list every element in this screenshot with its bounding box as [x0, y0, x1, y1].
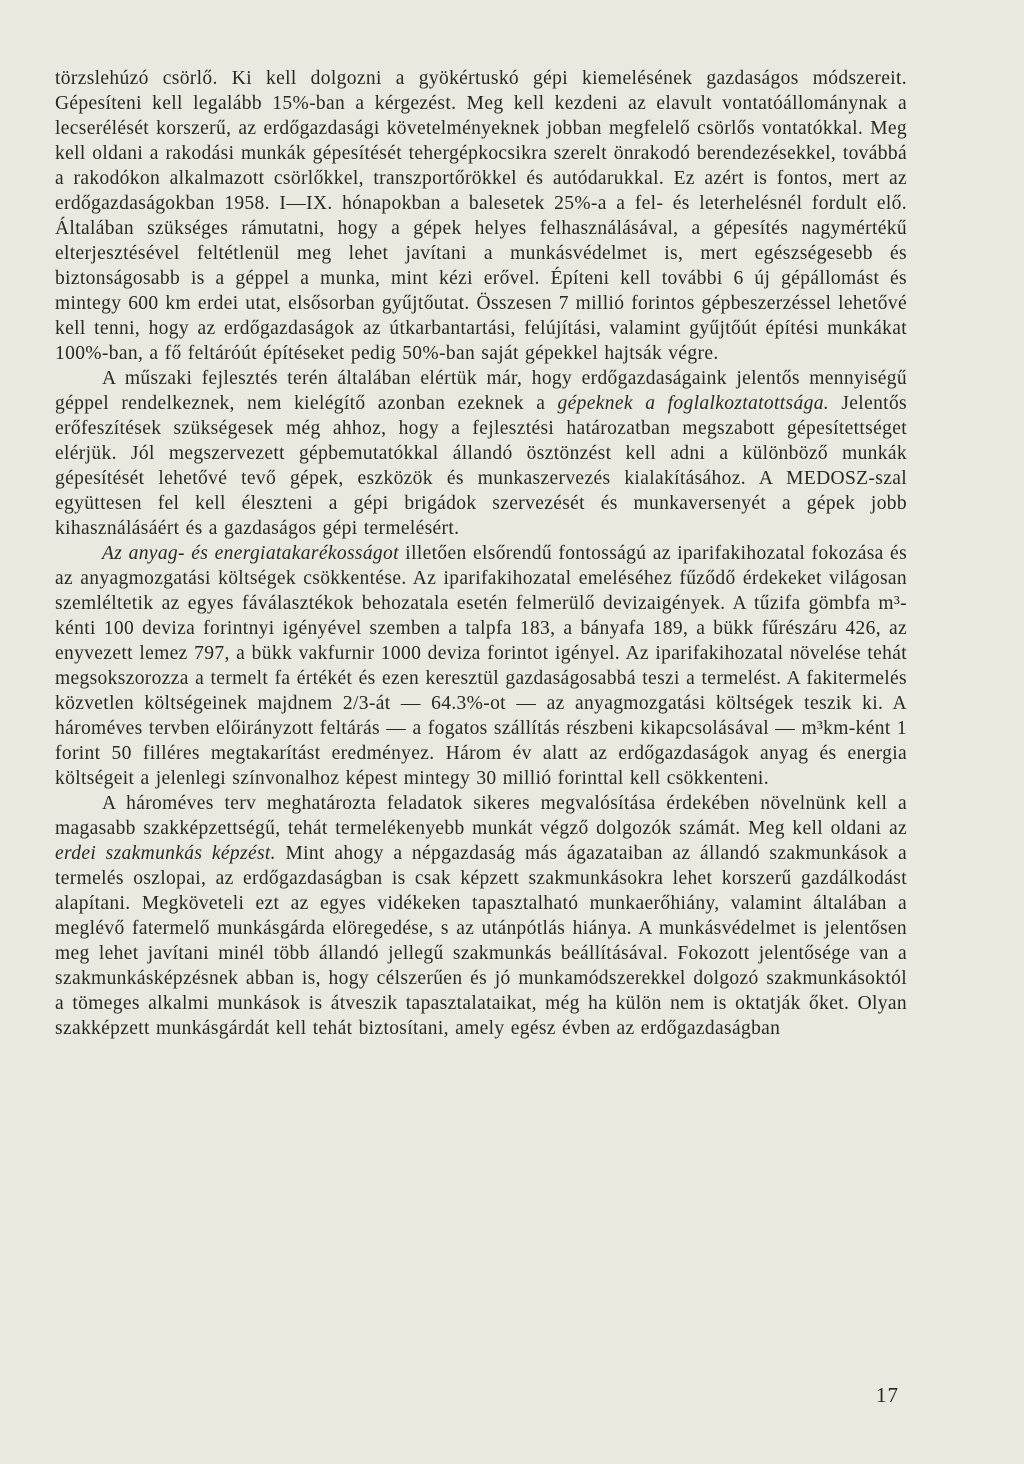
paragraph-4-emphasis: erdei szakmunkás képzést.: [55, 843, 276, 864]
page-number: 17: [876, 1383, 899, 1407]
paragraph-4: [55, 791, 907, 1041]
paragraph-3-text: illetően elsőrendű fontosságú az iparifakihozatal fokozása és az anyagmozgatási költségek csökkentése. Az iparifakihozatal emeléséhez fűződő érdekeket világosan szemléltetik az egyes fáválasztékok behozatala esetén felmerülő devizaigények. A tűzifa gömbfa m³-kénti 100 deviza forintnyi igényével szemben a talpfa 183, a bányafa 189, a bükk fűrészáru 426, az enyvezett lemez 797, a bükk vakfurnir 1000 deviza forintot igényel. Az iparifakihozatal növelése tehát megsokszorozza a termelt fa értékét és ezen keresztül gazdaságosabbá teszi a termelést. A fakitermelés közvetlen költségeinek majdnem 2/3-át — 64.3%-ot — az anyagmozgatási költségek teszik ki. A hároméves tervben előirányzott feltárás — a fogatos szállítás részbeni kikapcsolásával — m³km-ként 1 forint 50 filléres megtakarítást eredményez. Három év alatt az erdőgazdaságok anyag és energia költségeit a jelenlegi színvonalhoz képest mintegy 30 millió forinttal kell csökkenteni.: [55, 543, 908, 789]
paragraph-3: [55, 541, 907, 791]
paragraph-1: [55, 66, 907, 366]
paragraph-2: [55, 366, 907, 541]
paragraph-4-text-a: A hároméves terv meghatározta feladatok sikeres megvalósítása érdekében növelnünk kell a magasabb szakképzettségű, tehát termelékenyebb munkát végző dolgozók számát. Meg kell oldani az: [55, 793, 907, 839]
paragraph-3-emphasis: Az anyag- és energiatakarékosságot: [102, 543, 399, 564]
paragraph-4-text-b: Mint ahogy a népgazdaság más ágazataiban az állandó szakmunkások a termelés oszlopai, az erdőgazdaságban is csak képzett szakmunkásokra lehet korszerű gazdálkodást alapítani. Megköveteli ezt az egyes vidékeken tapasztalható munkaerőhiány, valamint általában a meglévő fatermelő munkásgárda elöregedése, s az utánpótlás hiánya. A munkásvédelmet is jelentősen meg lehet javítani minél több állandó jellegű szakmunkás beállításával. Fokozott jelentősége van a szakmunkásképzésnek abban is, hogy célszerűen és jó munkamódszerekkel dolgozó szakmunkásoktól a tömeges alkalmi munkások is átveszik tapasztalataikat, még ha külön nem is oktatják őket. Olyan szakképzett munkásgárdát kell tehát biztosítani, amely egész évben az erdőgazdaságban: [55, 843, 907, 1039]
paragraph-1-text: törzslehúzó csörlő. Ki kell dolgozni a gyökértuskó gépi kiemelésének gazdaságos módszereit. Gépesíteni kell legalább 15%-ban a kérgezést. Meg kell kezdeni az elavult vontatóállománynak a lecserélését korszerű, az erdőgazdasági követelményeknek jobban megfelelő csörlős vontatókkal. Meg kell oldani a rakodási munkák gépesítését tehergépkocsikra szerelt önrakodó berendezésekkel, továbbá a rakodókon alkalmazott csörlőkkel, transzportőrökkel és autódarukkal. Ez azért is fontos, mert az erdőgazdaságokban 1958. I—IX. hónapokban a balesetek 25%-a a fel- és leterhelésnél fordult elő. Általában szükséges rámutatni, hogy a gépek helyes felhasználásával, a gépesítés nagymértékű elterjesztésével feltétlenül meg lehet javítani a munkásvédelmet is, mert egészségesebb és biztonságosabb is a géppel a munka, mint kézi erővel. Építeni kell további 6 új gépállomást és mintegy 600 km erdei utat, elsősorban gyűjtőutat. Összesen 7 millió forintos gépbeszerzéssel lehetővé kell tenni, hogy az erdőgazdaságok az útkarbantartási, felújítási, valamint gyűjtőút építési munkákat 100%-ban, a fő feltáróút építéseket pedig 50%-ban saját gépekkel hajtsák végre.: [55, 68, 907, 364]
body-text: [55, 66, 907, 1041]
paragraph-2-emphasis: gépeknek a foglalkoztatottsága.: [557, 393, 830, 414]
paragraph-2-text-b: Jelentős erőfeszítések szükségesek még ahhoz, hogy a fejlesztési határozatban megszabott gépesítettséget elérjük. Jól megszervezett gépbemutatókkal állandó ösztönzést kell adni a különböző munkák gépesítését lehetővé tevő gépek, eszközök és munkaszervezés kialakításához. A MEDOSZ-szal együttesen fel kell éleszteni a gépi brigádok szervezését és munkaversenyét a gépek jobb kihasználásáért és a gazdaságos gépi termelésért.: [55, 393, 907, 539]
paragraph-2-text-a: A műszaki fejlesztés terén általában elértük már, hogy erdőgazdaságaink jelentős mennyiségű géppel rendelkeznek, nem kielégítő azonban ezeknek a: [55, 368, 907, 414]
